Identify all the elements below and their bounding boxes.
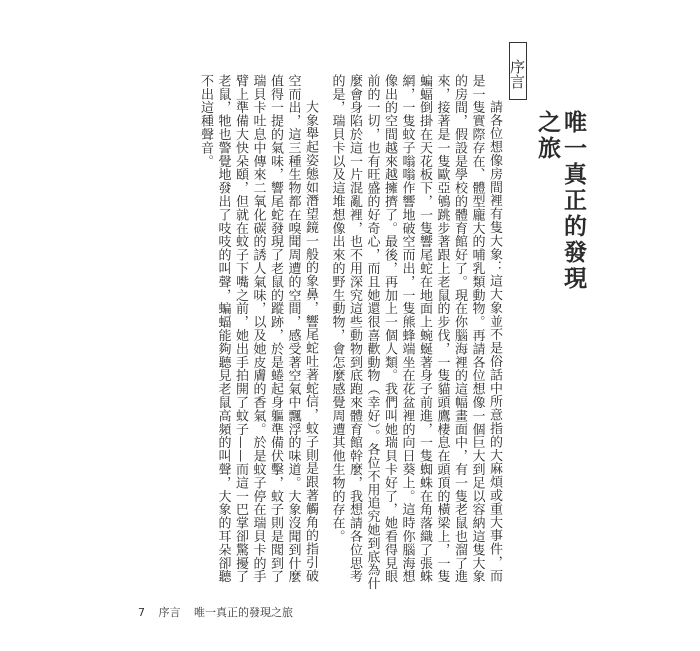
running-section: 序言 <box>158 606 181 619</box>
page-number: 7 <box>138 606 145 619</box>
page-footer <box>138 604 303 620</box>
paragraph-1: 請各位想像房間裡有隻大象：這大象並不是俗話中所意指的大麻煩或重大事件，而是一隻實際存在、體型龐大的哺乳類動物。再請各位想像一個巨大到足以容納這隻大象的房間，假設是學校的體育館好了。現在你腦海裡的這幅畫面中，有一隻老鼠也溜了進來，接著是一隻歐亞鴝跳步著跟上老鼠的步伐，一隻貓頭鷹棲息在頭頂的橫梁上，一隻蝙蝠倒掛在天花板下，一隻響尾蛇在地面上蜿蜒著身子前進，一隻蜘蛛在角落織了張蛛網，一隻蚊子嗡嗡作響地破空而出，一隻熊蜂端坐在花盆裡的向日葵上。這時你腦海想像出的空間越來越擁擠了。最後，再加上一個人類。我們叫她瑞貝卡好了，她看得見眼前的一切，也有旺盛的好奇心，而且她還很喜歡動物（幸好）。各位不用追究她到底為什麼會身陷於這一片混亂裡，也不用深究這些動物到底跑來體育館幹麼，我想請各位思考的是，瑞貝卡以及這堆想像出來的野生動物，會怎麼感覺周遭其他生物的存在。 <box>329 74 502 591</box>
body-text <box>138 74 503 594</box>
running-title: 唯一真正的發現之旅 <box>194 606 293 619</box>
paragraph-2: 大象舉起姿態如潛望鏡一般的象鼻，響尾蛇吐著蛇信，蚊子則是跟著觸角的指引破空而出，這三種生物都在嗅聞周遭的空間，感受著空氣中飄浮的味道。大象沒聞到什麼值得一提的氣味，響尾蛇發現了老鼠的蹤跡，於是蜷起身軀準備伏擊，蚊子則是聞到了瑞貝卡吐息中傳來二氧化碳的誘人氣味，以及她皮膚的香氣。於是蚊子停在瑞貝卡的手臂上準備大快朵頤，但就在蚊子下嘴之前，她出手拍開了蚊子——而這一巴掌卻驚擾了老鼠，牠也警覺地發出了吱吱的叫聲，蝙蝠能夠聽見老鼠高頻的叫聲，大象的耳朵卻聽不出這種聲音。 <box>198 74 318 584</box>
section-label: 序言 <box>509 42 527 100</box>
chapter-heading <box>502 42 587 302</box>
chapter-title: 唯一真正的發現之旅 <box>534 110 587 292</box>
